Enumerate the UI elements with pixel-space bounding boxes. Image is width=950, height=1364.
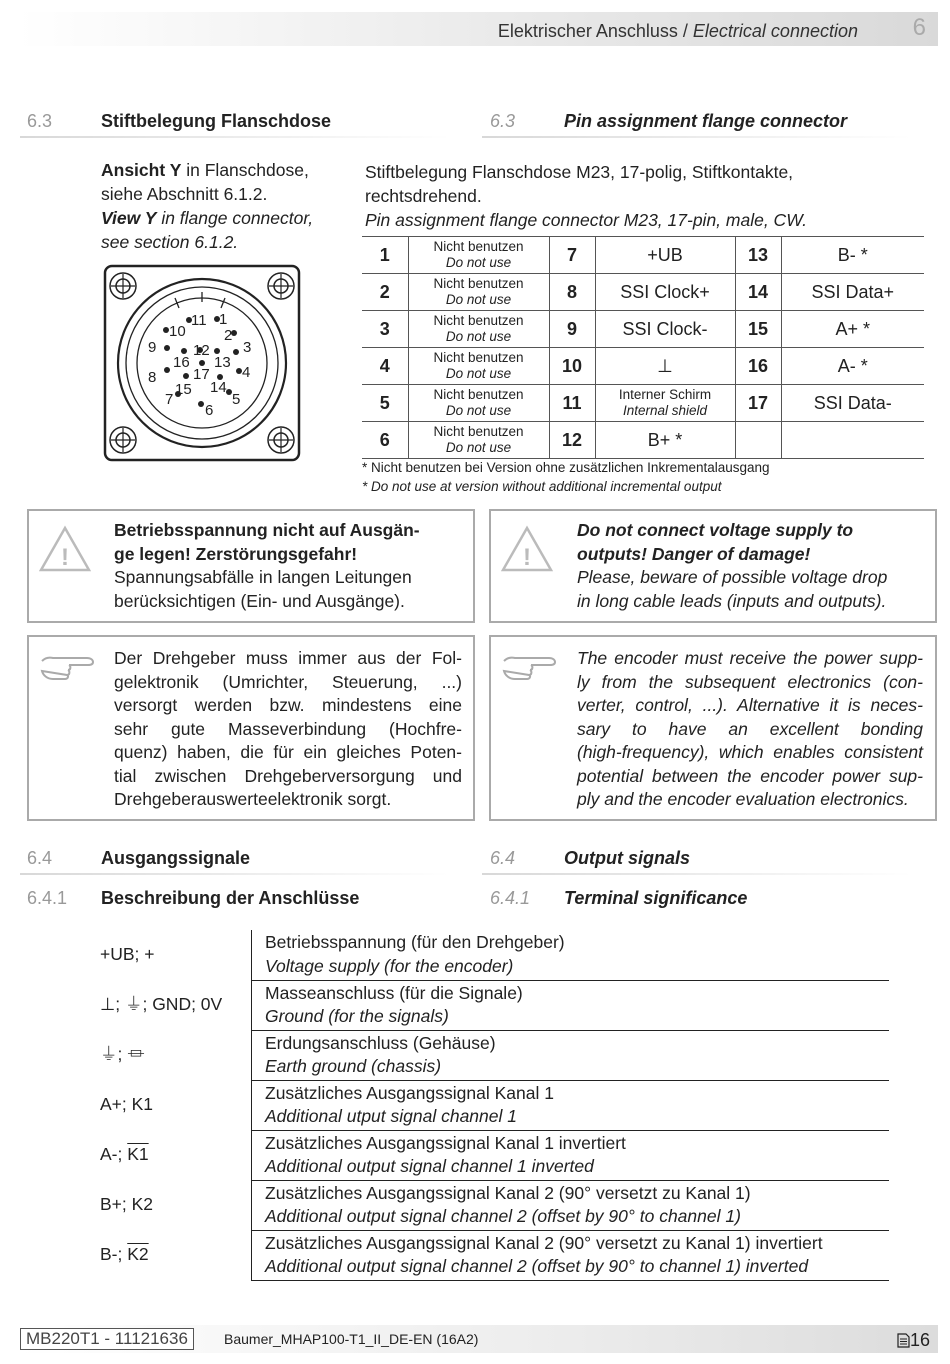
pin-number: 17 — [747, 392, 769, 413]
terminal-table — [99, 930, 889, 1281]
section-underline — [20, 873, 450, 875]
pin-number: 9 — [566, 318, 577, 339]
pin-function: +UB — [647, 244, 683, 265]
note-line: versorgt werden bzw. mindestens eine — [114, 695, 462, 715]
pin-number: 15 — [747, 318, 769, 339]
pin-number: 11 — [562, 392, 582, 413]
pin-number: 3 — [379, 318, 390, 339]
pin-label: 15 — [175, 381, 192, 398]
pin-number: 8 — [566, 281, 577, 302]
pin-label: 2 — [224, 327, 233, 344]
note-line: sehr gute Masseverbindung (Hochfre- — [114, 718, 462, 739]
terminal-description: Zusätzliches Ausgangssignal Kanal 2 (90° versetzt zu Kanal 1) Additional output signal channel 2 (offset by 90° to channel 1) — [252, 1180, 890, 1230]
terminal-row — [99, 1130, 889, 1180]
file-name: Baumer_MHAP100-T1_II_DE-EN (16A2) — [224, 1331, 479, 1347]
pin-function-en: Do not use — [445, 440, 512, 455]
pin-label: 7 — [165, 391, 174, 408]
pin-function-en: Do not use — [445, 255, 512, 270]
terminal-label: A+; K1 — [99, 1080, 252, 1130]
note-line: The encoder must receive the power supp- — [577, 648, 923, 668]
pin-function: SSI Data- — [813, 392, 892, 413]
pin-function: B- * — [837, 244, 868, 265]
terminal-label: B-; K2 — [99, 1230, 252, 1280]
pin-label: 10 — [169, 323, 186, 340]
pin-number: 14 — [747, 281, 769, 302]
pin-number: 16 — [747, 355, 769, 376]
section-number-en: 6.3 — [490, 111, 516, 131]
pin-number: 10 — [561, 355, 583, 376]
terminal-row — [99, 1080, 889, 1130]
document-icon — [897, 1333, 910, 1348]
terminal-label: ⊥; ⏚; GND; 0V — [99, 980, 252, 1030]
pin-label: 12 — [193, 342, 210, 359]
section-underline — [482, 136, 912, 138]
pin-function-en: Do not use — [445, 366, 512, 381]
terminal-description: Zusätzliches Ausgangssignal Kanal 2 (90° versetzt zu Kanal 1) invertiert Additional output signal channel 2 (offset by 90° to channel 1) inverted — [252, 1230, 890, 1280]
header-title: Elektrischer Anschluss / Electrical connection — [497, 21, 858, 41]
pin-function-de: Nicht benutzen — [433, 387, 524, 402]
terminal-row — [99, 1180, 889, 1230]
pin-label: 8 — [148, 369, 157, 386]
pin-function: A+ * — [835, 318, 871, 339]
terminal-description: Betriebsspannung (für den Drehgeber) Voltage supply (for the encoder) — [252, 930, 890, 980]
pin-row — [362, 311, 924, 348]
pin-label: 6 — [205, 402, 214, 419]
pin-function: SSI Clock+ — [620, 281, 710, 302]
pin-label: 9 — [148, 339, 157, 356]
pin-function: B+ * — [647, 429, 683, 450]
terminal-description: Erdungsanschluss (Gehäuse) Earth ground (chassis) — [252, 1030, 890, 1080]
svg-text:!: ! — [61, 544, 69, 571]
section-underline — [482, 873, 912, 875]
terminal-row — [99, 980, 889, 1030]
pin-function-de: Nicht benutzen — [433, 313, 524, 328]
note-line: Der Drehgeber muss immer aus der Fol- — [114, 648, 462, 668]
doc-id: MB220T1 - 11121636 — [20, 1328, 194, 1350]
terminal-description: Zusätzliches Ausgangssignal Kanal 1 invertiert Additional output signal channel 1 inverted — [252, 1130, 890, 1180]
note-line: sary to have an excellent bonding — [577, 718, 923, 739]
subsection-number-en: 6.4.1 — [490, 888, 531, 908]
terminal-row — [99, 1230, 889, 1280]
pin-number: 12 — [561, 429, 583, 450]
terminal-label: +UB; + — [99, 930, 252, 980]
pin-function-en: Do not use — [445, 292, 512, 307]
pin-number: 13 — [747, 244, 769, 265]
pin-label: 17 — [193, 366, 210, 383]
pin-label: 11 — [191, 312, 207, 329]
warning-triangle-icon — [39, 525, 91, 573]
note-line: verter, control, ...). Alternative it is neces- — [577, 695, 923, 715]
pin-function: SSI Data+ — [811, 281, 895, 302]
section-underline — [20, 136, 450, 138]
note-line: ply and the encoder evaluation electronics. — [577, 789, 909, 809]
note-line: (high-frequency), which enables consistent — [577, 742, 923, 762]
terminal-description: Masseanschluss (für die Signale) Ground (for the signals) — [252, 980, 890, 1030]
section-title-de: Stiftbelegung Flanschdose — [101, 111, 332, 131]
pin-number: 7 — [566, 244, 577, 265]
pin-function: SSI Clock- — [622, 318, 708, 339]
terminal-row — [99, 930, 889, 980]
section-number: 6.3 — [27, 111, 53, 131]
subsection-title-en: Terminal significance — [564, 888, 748, 908]
pointing-hand-icon — [39, 653, 97, 681]
terminal-description: Zusätzliches Ausgangssignal Kanal 1 Additional utput signal channel 1 — [252, 1080, 890, 1130]
terminal-label: ⏚; ⏛ — [99, 1030, 252, 1080]
section-number-en: 6.4 — [490, 848, 516, 868]
pin-label: 14 — [210, 379, 227, 396]
section-title-de: Ausgangssignale — [101, 848, 251, 868]
pin-label: 5 — [232, 391, 241, 408]
terminal-label: B+; K2 — [99, 1180, 252, 1230]
pin-assignment-table — [362, 236, 924, 459]
note-box-en — [489, 635, 937, 821]
pin-function: A- * — [837, 355, 868, 376]
pin-row — [362, 274, 924, 311]
pin-function-de: Nicht benutzen — [433, 424, 524, 439]
pin-number: 5 — [379, 392, 390, 413]
pin-function-de: Nicht benutzen — [433, 276, 524, 291]
subsection-title-de: Beschreibung der Anschlüsse — [101, 888, 360, 908]
terminal-label: A-; K1 — [99, 1130, 252, 1180]
pin-label: 3 — [243, 339, 252, 356]
terminal-row — [99, 1030, 889, 1080]
note-line: Drehgeberauswerteelektronik sorgt. — [114, 789, 392, 809]
pin-function: ⊥ — [657, 355, 673, 376]
footnotes: * Nicht benutzen bei Version ohne zusätzlichen Inkrementalausgang * Do not use at version without additional incremental output — [362, 460, 770, 494]
pin-label: 16 — [173, 354, 190, 371]
page-number: 16 — [897, 1330, 930, 1351]
section-title-en: Pin assignment flange connector — [564, 111, 848, 131]
pin-number: 4 — [379, 355, 390, 376]
warning-box-en: ! Do not connect voltage supply to outputs! Danger of damage! Please, beware of possible voltage drop in long cable leads (inputs and outputs). — [489, 509, 937, 623]
note-line: tial zwischen Drehgeberversorgung und — [114, 765, 462, 786]
pin-label: 1 — [219, 311, 228, 328]
note-box-de — [27, 635, 475, 821]
flange-connector-diagram — [103, 262, 303, 464]
pin-number: 6 — [379, 429, 390, 450]
pin-row — [362, 422, 924, 459]
pin-label: 13 — [214, 354, 231, 371]
pin-function-en: Do not use — [445, 329, 512, 344]
pin-row — [362, 237, 924, 274]
section-title-en: Output signals — [564, 848, 690, 868]
note-line: ly from the subsequent electronics (con- — [577, 671, 923, 692]
pin-label: 4 — [242, 364, 251, 381]
note-line: potential between the encoder power sup- — [577, 765, 923, 786]
pin-function-de: Interner Schirm — [618, 387, 712, 402]
pin-row — [362, 348, 924, 385]
pin-intro: Stiftbelegung Flanschdose M23, 17-polig, Stiftkontakte, rechtsdrehend. Pin assignment flange connector M23, 17-pin, male, CW. — [365, 162, 807, 230]
subsection-number: 6.4.1 — [27, 888, 68, 908]
chapter-number: 6 — [912, 14, 926, 41]
warning-box-de: ! Betriebsspannung nicht auf Ausgän- ge legen! Zerstörungsgefahr! Spannungsabfälle in langen Leitungen berücksichtigen (Ein- und Ausgänge). — [27, 509, 475, 623]
pin-function-de: Nicht benutzen — [433, 239, 524, 254]
view-caption: Ansicht Y in Flanschdose, siehe Abschnitt 6.1.2. View Y in flange connector, see section 6.1.2. — [101, 160, 314, 252]
section-number: 6.4 — [27, 848, 53, 868]
note-text-de — [114, 647, 462, 812]
note-line: gelektronik (Umrichter, Steuerung, ...) — [114, 671, 462, 692]
pin-function-en: Do not use — [445, 403, 512, 418]
svg-text:!: ! — [523, 544, 531, 571]
pointing-hand-icon — [501, 653, 559, 681]
pin-number: 1 — [379, 244, 390, 265]
pin-function-de: Nicht benutzen — [433, 350, 524, 365]
note-text-en — [577, 647, 923, 812]
pin-function-en: Internal shield — [622, 403, 708, 418]
note-line: quenz) haben, die für ein gleiches Poten- — [114, 742, 462, 762]
pin-number: 2 — [379, 281, 390, 302]
pin-row — [362, 385, 924, 422]
warning-triangle-icon — [501, 525, 553, 573]
